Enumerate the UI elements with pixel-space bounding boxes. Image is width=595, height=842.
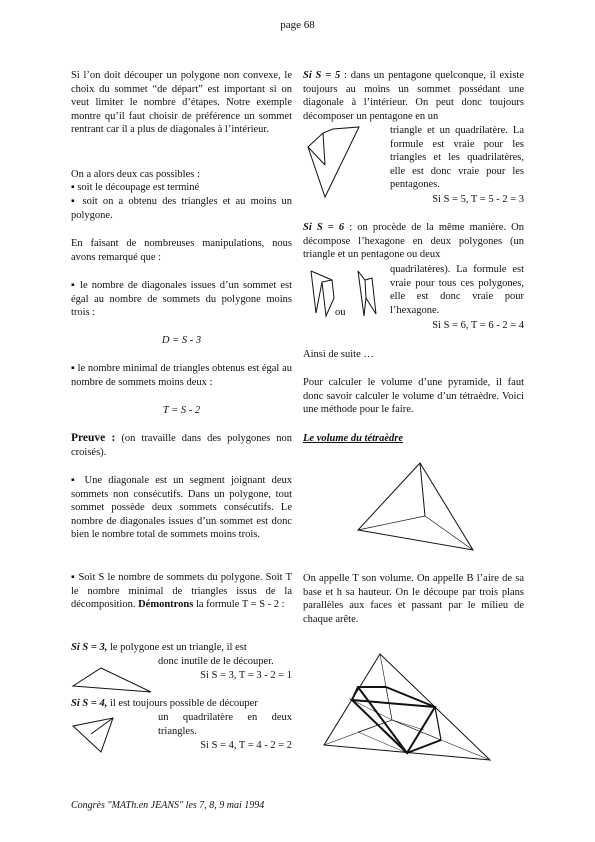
s6-text-1: : on procède de la même manière. On décompose l’hexagone en deux polygones (un triangle et un pentagone ou deux bbox=[303, 222, 525, 261]
ainsi-de-suite: Ainsi de suite … bbox=[303, 349, 374, 360]
s3-line bbox=[71, 641, 292, 655]
s5-label: Si S = 5 bbox=[303, 70, 341, 81]
s5-paragraph bbox=[303, 69, 524, 123]
demontrons-label: Démontrons bbox=[138, 599, 194, 611]
case-bullet-1: ▪ soit le découpage est terminé bbox=[71, 182, 200, 193]
subdivided-tetrahedron-figure bbox=[320, 650, 495, 775]
s6-paragraph bbox=[303, 221, 524, 262]
preuve-label: Preuve : bbox=[71, 432, 116, 444]
s3-label: Si S = 3, bbox=[71, 642, 108, 653]
paragraph-non-convex: Si l’on doit découper un polygone non convexe, le choix du sommet “de départ” est important si on veut limiter le nombre d’étapes. Notre exemple montre qu’il faut choisir de préférence un sommet rentrant car il a plus de diagonales à l’intérieur. bbox=[71, 70, 292, 136]
preuve-paragraph bbox=[71, 432, 292, 459]
s6-text-2: quadrilatères). La formule est vraie pour tous ces polygones, elle est donc vraie pour l’hexagone. bbox=[390, 264, 524, 316]
hexagon-figures bbox=[308, 268, 388, 328]
s3-formula: Si S = 3, T = 3 - 2 = 1 bbox=[200, 670, 292, 681]
preuve-text: (on travaille dans des polygones non croisés). bbox=[71, 433, 292, 458]
triangle-figure bbox=[71, 662, 156, 697]
s6-formula: Si S = 6, T = 6 - 2 = 4 bbox=[432, 320, 524, 331]
case-bullet-2: ▪ soit on a obtenu des triangles et au moins un polygone. bbox=[71, 196, 292, 221]
formula-triangles: T = S - 2 bbox=[162, 405, 201, 416]
s3-text-b: donc inutile de le découper. bbox=[158, 656, 274, 667]
paragraph-volume: Pour calculer le volume d’une pyramide, il faut donc savoir calculer le volume d’un tétraèdre. Voici une méthode pour le faire. bbox=[303, 377, 524, 416]
paragraph-diagonal-definition: ▪ Une diagonale est un segment joignant deux sommets non consécutifs. Dans un polygone, tout sommet possède deux sommets consécutifs. Le nombre de diagonales issues d’un sommet est donc bien le nombre total de sommets moins trois. bbox=[71, 475, 292, 541]
section-heading bbox=[303, 432, 524, 446]
paragraph-soit-s bbox=[71, 571, 292, 612]
tetrahedron-figure bbox=[355, 460, 485, 555]
page-number: page 68 bbox=[280, 19, 315, 31]
s4-text-b: un quadrilatère en deux triangles. bbox=[158, 712, 292, 737]
s5-text-1: : dans un pentagone quelconque, il existe toujours au moins un sommet possédant une diagonale à l’intérieur. On peut donc toujours décomposer un pentagone en un bbox=[303, 70, 524, 122]
s5-text-2: triangle et un quadrilatère. La formule est vraie pour les triangles et les quadrilatères, elle est donc vraie pour les pentagones. bbox=[390, 125, 524, 191]
s4-label: Si S = 4, bbox=[71, 698, 108, 709]
cases-intro: On a alors deux cas possibles : bbox=[71, 169, 200, 180]
pentagon-figure bbox=[303, 125, 388, 200]
bullet-diagonals: ▪ le nombre de diagonales issues d’un sommet est égal au nombre de sommets du polygone moins trois : bbox=[71, 280, 292, 319]
formula-diagonals: D = S - 3 bbox=[161, 335, 202, 346]
s5-formula: Si S = 5, T = 5 - 2 = 3 bbox=[432, 194, 524, 205]
bullet-triangles: ▪ le nombre minimal de triangles obtenus est égal au nombre de sommets moins deux : bbox=[71, 363, 292, 388]
ou-label: ou bbox=[335, 307, 346, 318]
paragraph-manipulations: En faisant de nombreuses manipulations, nous avons remarqué que : bbox=[71, 238, 292, 263]
s4-formula: Si S = 4, T = 4 - 2 = 2 bbox=[200, 740, 292, 751]
s4-line bbox=[71, 697, 292, 711]
footer: Congrès "MATh.en JEANS" les 7, 8, 9 mai 1994 bbox=[71, 800, 265, 811]
formula-text: la formule T = S - 2 : bbox=[195, 599, 285, 611]
paragraph-appelle: On appelle T son volume. On appelle B l’aire de sa base et h sa hauteur. On le découpe par trois plans parallèles aux faces et passant par le milieu de chaque arête. bbox=[303, 573, 524, 625]
heading-volume-tetraedre: Le volume du tétraèdre bbox=[303, 433, 404, 444]
s6-label: Si S = 6 bbox=[303, 222, 345, 233]
soit-s-text: ▪ Soit S le nombre de sommets du polygone. Soit T le nombre minimal de triangles issus de la décomposition. bbox=[71, 572, 292, 611]
s4-text-a: il est toujours possible de découper bbox=[109, 698, 258, 709]
s3-text-a: le polygone est un triangle, il est bbox=[109, 642, 247, 653]
quadrilateral-figure bbox=[71, 714, 156, 759]
